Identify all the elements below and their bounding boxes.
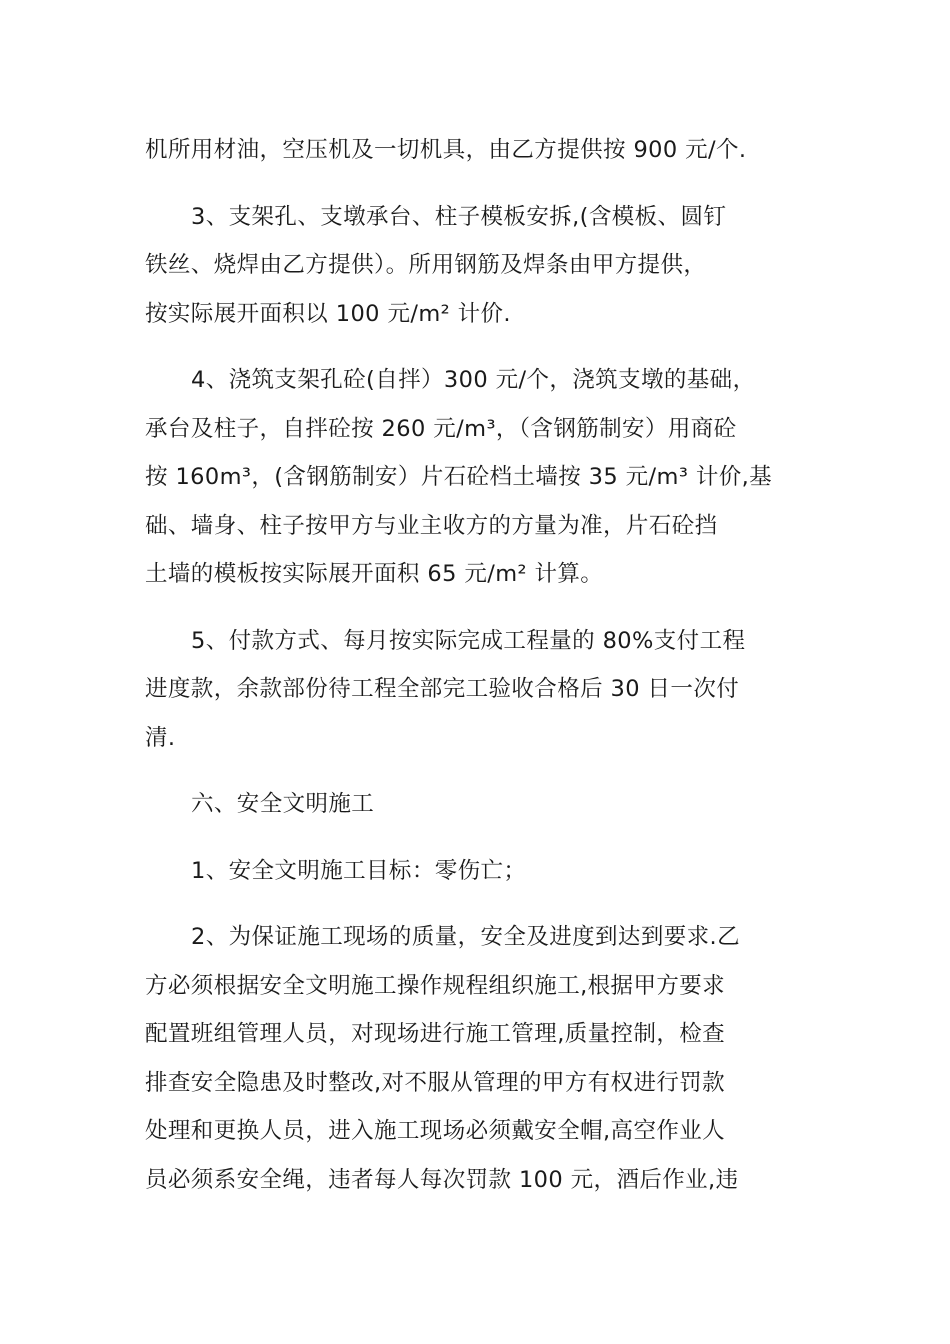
paragraph-item-6-1 — [145, 847, 807, 896]
paragraph-item-4 — [145, 356, 807, 599]
paragraph-item-6-2 — [145, 913, 807, 1204]
text-line: 土墙的模板按实际展开面积 65 元/m² 计算。 — [145, 561, 604, 587]
document-body — [145, 126, 807, 1222]
text-line: 1、安全文明施工目标：零伤亡； — [191, 857, 527, 884]
text-line: 3、支架孔、支墩承台、柱子模板安拆,(含模板、圆钉 — [191, 203, 727, 230]
paragraph-item-3 — [145, 193, 807, 339]
text-line: 5、付款方式、每月按实际完成工程量的 80%支付工程 — [191, 627, 746, 654]
text-line: 2、为保证施工现场的质量，安全及进度到达到要求.乙 — [191, 924, 740, 950]
text-line: 机所用材油，空压机及一切机具，由乙方提供按 900 元/个. — [145, 137, 747, 163]
text-line: 铁丝、烧焊由乙方提供）。所用钢筋及焊条由甲方提供， — [145, 252, 707, 278]
section-heading-6 — [145, 780, 807, 829]
text-line: 按实际展开面积以 100 元/m² 计价. — [145, 300, 511, 327]
text-line: 进度款，余款部份待工程全部完工验收合格后 30 日一次付 — [145, 676, 740, 702]
text-line: 配置班组管理人员，对现场进行施工管理,质量控制，检查 — [145, 1021, 726, 1047]
text-line: 排查安全隐患及时整改,对不服从管理的甲方有权进行罚款 — [145, 1069, 726, 1096]
text-line: 员必须系安全绳，违者每人每次罚款 100 元，酒后作业,违 — [145, 1166, 739, 1193]
paragraph-item-5 — [145, 617, 807, 763]
text-line: 承台及柱子，自拌砼按 260 元/m³，（含钢筋制安）用商砼 — [145, 415, 737, 442]
paragraph-continuation — [145, 126, 807, 175]
text-line: 础、墙身、柱子按甲方与业主收方的方量为准，片石砼挡 — [145, 512, 718, 539]
text-line: 4、浇筑支架孔砼(自拌）300 元/个，浇筑支墩的基础， — [191, 367, 756, 393]
text-line: 清. — [145, 724, 176, 751]
text-line: 六、安全文明施工 — [191, 791, 375, 817]
text-line: 方必须根据安全文明施工操作规程组织施工,根据甲方要求 — [145, 972, 726, 999]
text-line: 处理和更换人员，进入施工现场必须戴安全帽,高空作业人 — [145, 1118, 726, 1144]
text-line: 按 160m³，(含钢筋制安）片石砼档土墙按 35 元/m³ 计价,基 — [145, 464, 773, 490]
